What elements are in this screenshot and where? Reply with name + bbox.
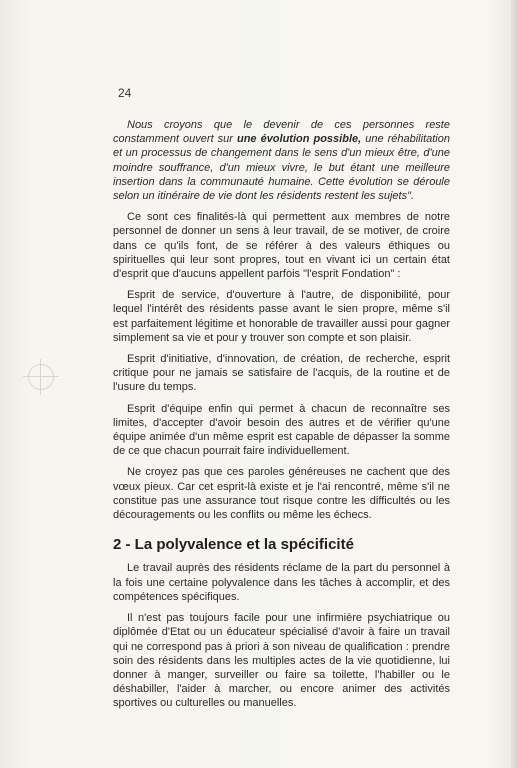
paragraph-polyvalence: Le travail auprès des résidents réclame de la part du personnel à la fois une certaine polyvalence dans les tâches à accomplir, et des compétences spécifiques. — [113, 562, 450, 603]
section-heading: 2 - La polyvalence et la spécificité — [113, 536, 354, 554]
intro-text-2: une réhabilitation et un processus de changement dans le sens d'un mieux être, d'une moindre souffrance, d'un mieux vivre, le but étant une meilleure insertion dans la communauté humaine. Cette évolution se déroule selon un itinéraire de vie dont les résidents restent les sujets". — [113, 133, 450, 203]
intro-emphasis: une évolution possible, — [236, 133, 362, 146]
paragraph-qualification: Il n'est pas toujours facile pour une infirmière psychiatrique ou diplômée d'Etat ou un éducateur spécialisé d'avoir à faire un travail qui ne correspond pas à priori à son niveau de qualification : prendre soin des résidents dans les multiples actes de la vie quotidienne, lui donner à manger, surveiller ou faire sa toilette, l'habiller ou le déshabiller, l'aider à marcher, ou encore animer des activités sportives ou culturelles ou manuelles. — [113, 612, 450, 710]
paragraph-esprit-service: Esprit de service, d'ouverture à l'autre, de disponibilité, pour lequel l'intérêt des résidents passe avant le sien propre, même s'il est parfaitement légitime et honorable de travailler aussi pour gagner simplement sa vie et pour y trouver son compte et son plaisir. — [113, 289, 450, 344]
registration-mark-icon — [28, 364, 54, 390]
intro-paragraph — [113, 118, 450, 203]
intro-text-1: Nous croyons que le devenir de ces personnes reste constamment ouvert sur — [113, 119, 450, 146]
paragraph-esprit-initiative: Esprit d'initiative, d'innovation, de création, de recherche, esprit critique pour ne jamais se satisfaire de l'acquis, de la routine et de l'usure du temps. — [113, 353, 450, 394]
paragraph-finalites: Ce sont ces finalités-là qui permettent aux membres de notre personnel de donner un sens à leur travail, de se motiver, de croire dans ce qu'ils font, de se référer à des valeurs éthiques ou spirituelles qui leur sont propres, tout en vivant ici un certain état d'esprit que d'aucuns appellent parfois "l'esprit Fondation" : — [113, 211, 450, 281]
page-content — [113, 118, 450, 718]
paragraph-voeux-pieux: Ne croyez pas que ces paroles généreuses ne cachent que des vœux pieux. Car cet esprit-là existe et je l'ai rencontré, même s'il ne constitue pas une assurance tout risque contre les difficultés ou les découragements ou les conflits ou même les échecs. — [113, 466, 450, 522]
page-edge — [511, 0, 517, 768]
paragraph-esprit-equipe: Esprit d'équipe enfin qui permet à chacun de reconnaître ses limites, d'accepter d'avoir besoin des autres et de vérifier qu'une équipe animée d'un même esprit est capable de dépasser la somme de ce que chacun pourrait faire individuellement. — [113, 402, 450, 458]
page-number: 24 — [118, 86, 132, 100]
